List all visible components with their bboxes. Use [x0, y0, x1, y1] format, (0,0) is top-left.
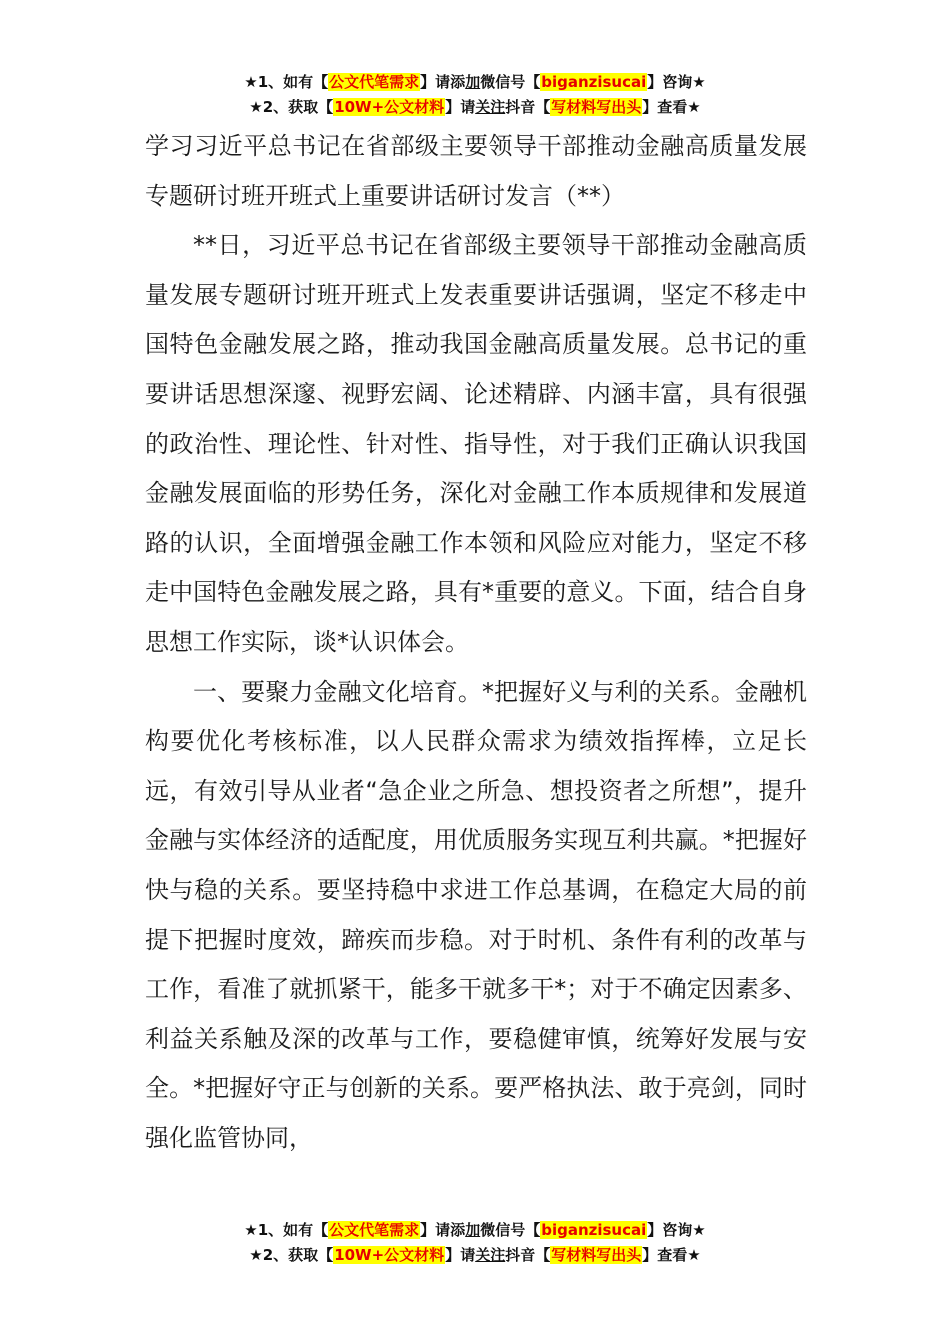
promo-text: 】请 — [445, 1246, 476, 1264]
promo-highlight: biganzisucai — [541, 73, 647, 91]
promo-text: 】请添 — [420, 73, 466, 91]
promo-underline: 关注 — [475, 1246, 506, 1264]
promo-text: 抖音【 — [505, 98, 551, 116]
promo-line-1 — [0, 70, 950, 95]
promo-text: ★2、获取【 — [249, 1246, 334, 1264]
promo-text: 】请添 — [420, 1221, 466, 1239]
paragraph-intro: **日，习近平总书记在省部级主要领导干部推动金融高质量发展专题研讨班开班式上发表重要讲话强调，坚定不移走中国特色金融发展之路，推动我国金融高质量发展。总书记的重要讲话思想深邃、视野宏阔、论述精辟、内涵丰富，具有很强的政治性、理论性、针对性、指导性，对于我们正确认识我国金融发展面临的形势任务，深化对金融工作本质规律和发展道路的认识，全面增强金融工作本领和风险应对能力，坚定不移走中国特色金融发展之路，具有*重要的意义。下面，结合自身思想工作实际，谈*认识体会。 — [145, 231, 807, 656]
promo-text: 】请 — [445, 98, 476, 116]
promo-underline: 加 — [465, 1221, 481, 1239]
promo-text: 】查看★ — [642, 98, 701, 116]
promo-text: ★2、获取【 — [249, 98, 334, 116]
promo-highlight: 10W+公文材料 — [334, 98, 445, 116]
paragraph-section-1: 一、要聚力金融文化培育。*把握好义与利的关系。金融机构要优化考核标准，以人民群众需求为绩效指挥棒，立足长远，有效引导从业者“急企业之所急、想投资者之所想”，提升金融与实体经济的适配度，用优质服务实现互利共赢。*把握好快与稳的关系。要坚持稳中求进工作总基调，在稳定大局的前提下把握时度效，蹄疾而步稳。对于时机、条件有利的改革与工作，看准了就抓紧干，能多干就多干*；对于不确定因素多、利益关系触及深的改革与工作，要稳健审慎，统筹好发展与安全。*把握好守正与创新的关系。要严格执法、敢于亮剑，同时强化监管协同， — [145, 677, 807, 1152]
promo-text: 】查看★ — [642, 1246, 701, 1264]
promo-line-2 — [0, 95, 950, 120]
promo-highlight: 公文代笔需求 — [329, 1221, 420, 1239]
top-promo-banner — [0, 70, 950, 120]
document-title: 学习习近平总书记在省部级主要领导干部推动金融高质量发展专题研讨班开班式上重要讲话研讨发言（**） — [145, 132, 807, 210]
promo-text: ★1、如有【 — [244, 1221, 329, 1239]
promo-line-1 — [0, 1218, 950, 1243]
promo-highlight: biganzisucai — [541, 1221, 647, 1239]
bottom-promo-banner — [0, 1218, 950, 1268]
promo-line-2 — [0, 1243, 950, 1268]
promo-highlight: 10W+公文材料 — [334, 1246, 445, 1264]
document-body — [145, 122, 807, 1163]
promo-highlight: 写材料写出头 — [551, 98, 642, 116]
promo-text: ★1、如有【 — [244, 73, 329, 91]
promo-underline: 关注 — [475, 98, 506, 116]
promo-text: 】咨询★ — [647, 73, 706, 91]
promo-text: 微信号【 — [480, 1221, 541, 1239]
promo-text: 抖音【 — [505, 1246, 551, 1264]
promo-underline: 加 — [465, 73, 481, 91]
promo-text: 微信号【 — [480, 73, 541, 91]
promo-highlight: 写材料写出头 — [551, 1246, 642, 1264]
promo-text: 】咨询★ — [647, 1221, 706, 1239]
promo-highlight: 公文代笔需求 — [329, 73, 420, 91]
